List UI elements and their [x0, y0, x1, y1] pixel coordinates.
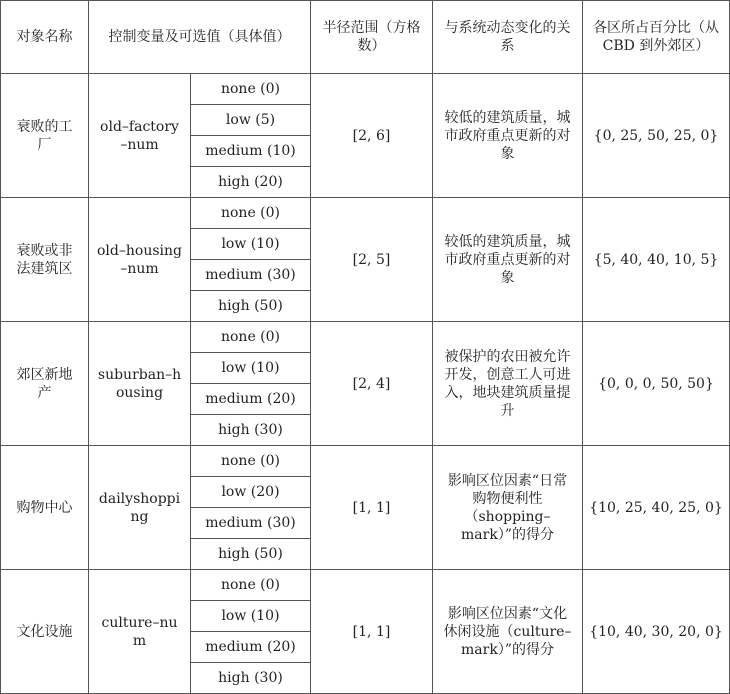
- table-row: [1, 446, 730, 477]
- option-cell: none (0): [191, 322, 311, 353]
- radius-cell: [2, 5]: [311, 198, 433, 322]
- variable-cell: old–housing–num: [89, 198, 191, 322]
- table-row: [1, 570, 730, 601]
- variable-cell: culture–num: [89, 570, 191, 694]
- option-cell: medium (10): [191, 136, 311, 167]
- option-cell: high (20): [191, 167, 311, 198]
- percent-cell: {0, 25, 50, 25, 0}: [583, 74, 730, 198]
- header-object-name: 对象名称: [1, 1, 89, 74]
- object-name-cell: 文化设施: [1, 570, 89, 694]
- option-cell: medium (20): [191, 632, 311, 663]
- relation-cell: 被保护的农田被允许开发，创意工人可进入，地块建筑质量提升: [433, 322, 583, 446]
- radius-cell: [2, 6]: [311, 74, 433, 198]
- option-cell: high (50): [191, 291, 311, 322]
- option-cell: high (50): [191, 539, 311, 570]
- option-cell: none (0): [191, 570, 311, 601]
- option-cell: high (30): [191, 663, 311, 694]
- percent-cell: {0, 0, 0, 50, 50}: [583, 322, 730, 446]
- object-name-cell: 衰败或非法建筑区: [1, 198, 89, 322]
- variable-cell: old–factory–num: [89, 74, 191, 198]
- option-cell: none (0): [191, 198, 311, 229]
- percent-cell: {10, 25, 40, 25, 0}: [583, 446, 730, 570]
- option-cell: high (30): [191, 415, 311, 446]
- option-cell: low (10): [191, 229, 311, 260]
- table-row: [1, 322, 730, 353]
- relation-cell: 影响区位因素“文化休闲设施（culture–mark）”的得分: [433, 570, 583, 694]
- option-cell: low (5): [191, 105, 311, 136]
- relation-cell: 较低的建筑质量，城市政府重点更新的对象: [433, 198, 583, 322]
- percent-cell: {5, 40, 40, 10, 5}: [583, 198, 730, 322]
- radius-cell: [1, 1]: [311, 446, 433, 570]
- object-name-cell: 购物中心: [1, 446, 89, 570]
- header-control-variable: 控制变量及可选值（具体值）: [89, 1, 311, 74]
- table-row: [1, 198, 730, 229]
- option-cell: none (0): [191, 74, 311, 105]
- header-radius-range: 半径范围（方格数）: [311, 1, 433, 74]
- radius-cell: [1, 1]: [311, 570, 433, 694]
- option-cell: medium (20): [191, 384, 311, 415]
- object-name-cell: 衰败的工厂: [1, 74, 89, 198]
- radius-cell: [2, 4]: [311, 322, 433, 446]
- option-cell: low (10): [191, 601, 311, 632]
- percent-cell: {10, 40, 30, 20, 0}: [583, 570, 730, 694]
- header-row: [1, 1, 730, 74]
- table-row: [1, 74, 730, 105]
- relation-cell: 影响区位因素“日常购物便利性（shopping–mark）”的得分: [433, 446, 583, 570]
- option-cell: low (10): [191, 353, 311, 384]
- option-cell: medium (30): [191, 260, 311, 291]
- header-relation: 与系统动态变化的关系: [433, 1, 583, 74]
- relation-cell: 较低的建筑质量，城市政府重点更新的对象: [433, 74, 583, 198]
- object-name-cell: 郊区新地产: [1, 322, 89, 446]
- option-cell: low (20): [191, 477, 311, 508]
- variable-cell: dailyshopping: [89, 446, 191, 570]
- variable-cell: suburban–housing: [89, 322, 191, 446]
- option-cell: none (0): [191, 446, 311, 477]
- header-zone-percent: 各区所占百分比（从 CBD 到外郊区）: [583, 1, 730, 74]
- option-cell: medium (30): [191, 508, 311, 539]
